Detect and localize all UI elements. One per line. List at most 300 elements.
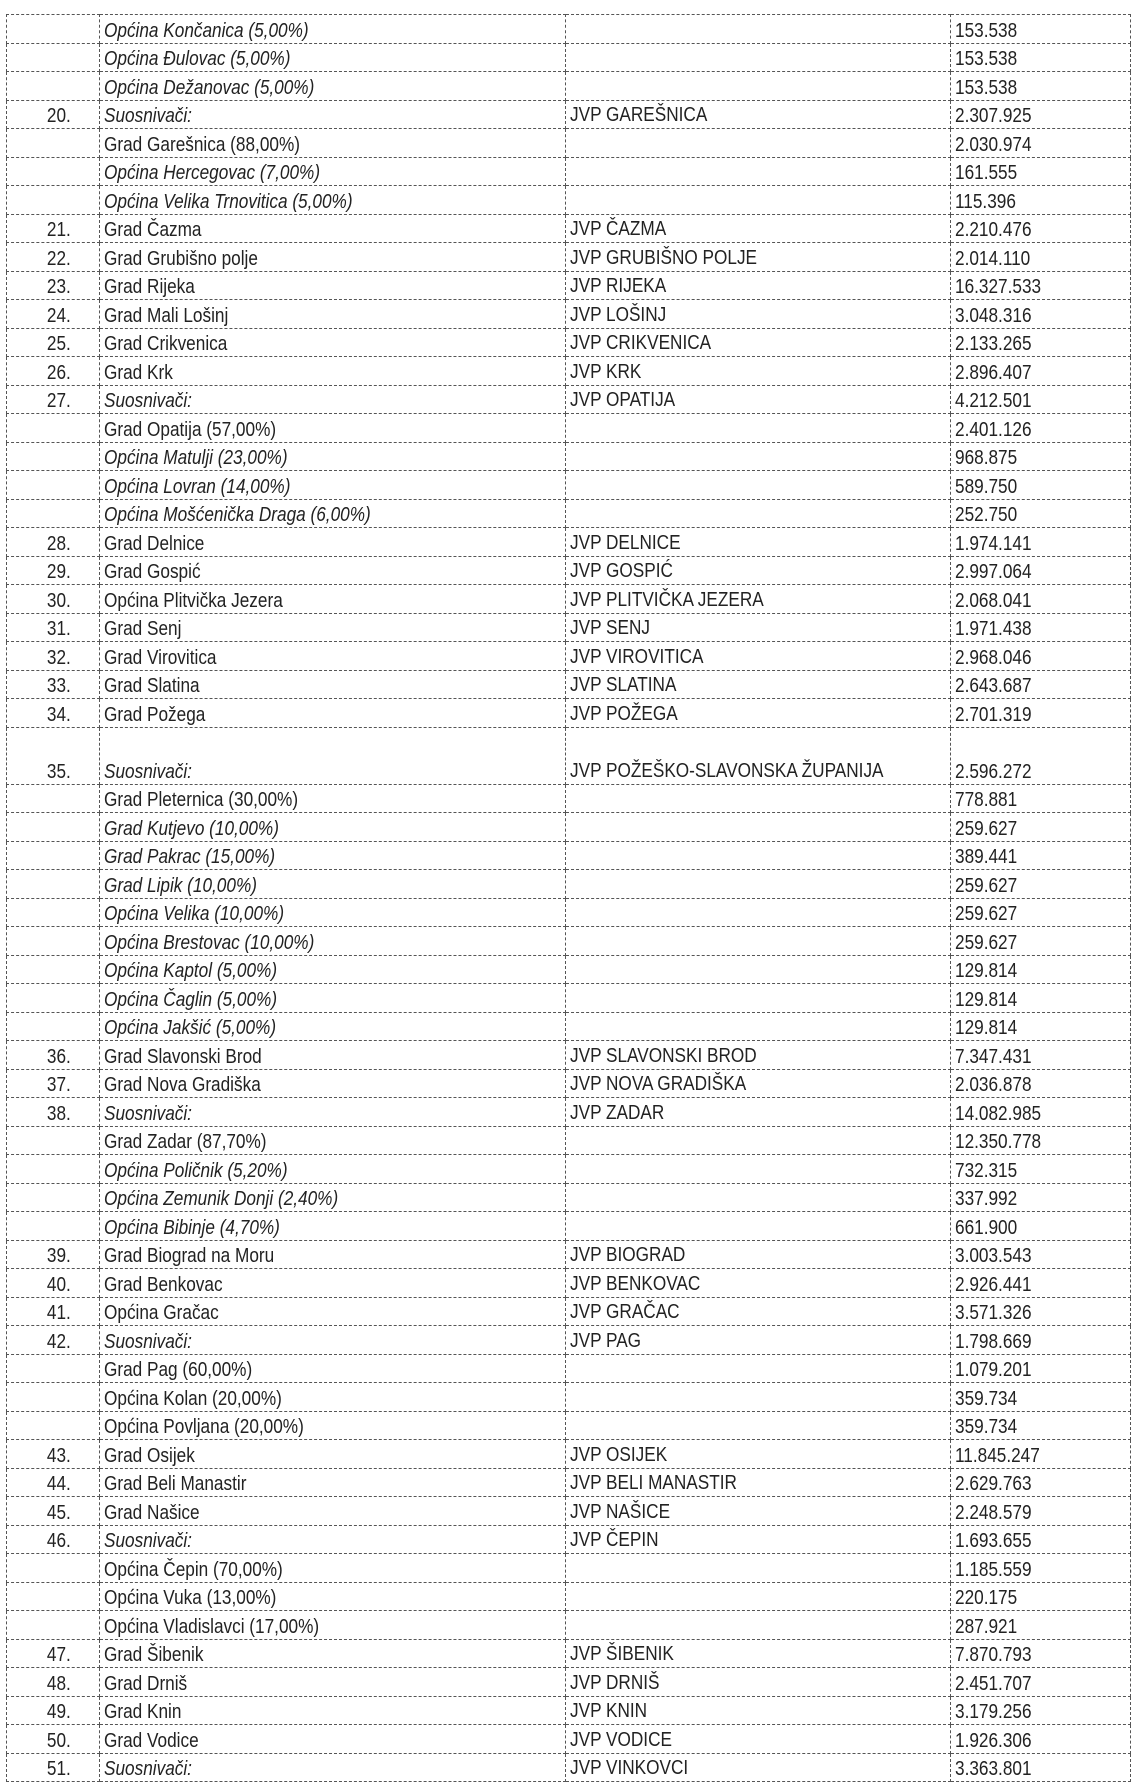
amount-cell: [951, 414, 1131, 443]
founder-name-cell: [100, 186, 566, 215]
fire-brigade-name-cell: [566, 1582, 951, 1611]
fire-brigade-name-cell: [566, 300, 951, 329]
founder-name-cell: [100, 1383, 566, 1412]
table-row: [7, 357, 1131, 386]
founder-name-cell: [100, 1354, 566, 1383]
amount: 153.538: [955, 19, 1018, 42]
table-row: [7, 585, 1131, 614]
founder-name-cell: [100, 870, 566, 899]
row-number: 51.: [47, 1758, 71, 1780]
table-row: [7, 1639, 1131, 1668]
founder-name: Suosnivači:: [104, 1102, 192, 1125]
founder-name-cell: [100, 1582, 566, 1611]
row-number-cell: [7, 15, 100, 44]
fire-brigade-name-cell: [566, 528, 951, 557]
row-number: 38.: [47, 1102, 71, 1125]
amount-cell: [951, 1497, 1131, 1526]
founder-name: Općina Povljana (20,00%): [104, 1416, 304, 1438]
amount-cell: [951, 1126, 1131, 1155]
amount: 161.555: [955, 162, 1018, 184]
founder-name-cell: [100, 72, 566, 101]
fire-brigade-name: JVP ZADAR: [570, 1101, 665, 1124]
fire-brigade-name-cell: [566, 1468, 951, 1497]
row-number: 25.: [47, 333, 71, 355]
amount: 661.900: [955, 1216, 1018, 1239]
founder-name: Grad Nova Gradiška: [104, 1074, 261, 1096]
fire-brigade-name: JVP DRNIŠ: [570, 1671, 660, 1694]
fire-brigade-name-cell: [566, 1497, 951, 1526]
founder-name: Grad Vodice: [104, 1729, 199, 1752]
founder-name-cell: [100, 1639, 566, 1668]
founder-name-cell: [100, 984, 566, 1013]
amount: 11.845.247: [955, 1444, 1040, 1467]
table-row: [7, 1582, 1131, 1611]
row-number-cell: [7, 556, 100, 585]
founder-name-cell: [100, 243, 566, 272]
table-row: [7, 1041, 1131, 1070]
row-number-cell: [7, 414, 100, 443]
amount: 2.629.763: [955, 1473, 1032, 1495]
row-number-cell: [7, 328, 100, 357]
founder-name: Općina Končanica (5,00%): [104, 19, 309, 42]
fire-brigade-name: JVP POŽEŠKO-SLAVONSKA ŽUPANIJA: [570, 759, 884, 782]
founder-name-cell: [100, 585, 566, 614]
founder-name: Grad Knin: [104, 1701, 182, 1723]
amount: 259.627: [955, 931, 1018, 954]
amount: 589.750: [955, 475, 1018, 498]
fire-brigade-name: JVP GOSPIĆ: [570, 560, 673, 582]
founder-name-cell: [100, 1012, 566, 1041]
amount: 259.627: [955, 903, 1018, 925]
amount: 4.212.501: [955, 390, 1032, 412]
amount: 2.701.319: [955, 703, 1032, 726]
founder-name-cell: [100, 556, 566, 585]
amount: 968.875: [955, 447, 1018, 469]
row-number: 39.: [47, 1245, 71, 1267]
row-number: 47.: [47, 1644, 71, 1666]
fire-brigade-name-cell: [566, 1183, 951, 1212]
row-number: 32.: [47, 646, 71, 669]
table-row: [7, 1155, 1131, 1184]
fire-brigade-name: JVP SLAVONSKI BROD: [570, 1044, 757, 1067]
founder-name: Suosnivači:: [104, 760, 192, 783]
amount-cell: [951, 243, 1131, 272]
amount-cell: [951, 328, 1131, 357]
amount: 2.210.476: [955, 219, 1032, 241]
table-row: [7, 1098, 1131, 1127]
fire-brigade-name: JVP BIOGRAD: [570, 1244, 686, 1266]
amount: 2.036.878: [955, 1074, 1032, 1096]
founder-name-cell: [100, 1183, 566, 1212]
amount: 287.921: [955, 1615, 1018, 1638]
row-number-cell: [7, 1098, 100, 1127]
row-number: 31.: [47, 618, 71, 640]
founder-name-cell: [100, 955, 566, 984]
row-number-cell: [7, 642, 100, 671]
row-number-cell: [7, 1326, 100, 1355]
table-row: [7, 186, 1131, 215]
founder-name: Grad Drniš: [104, 1672, 188, 1695]
row-number-cell: [7, 955, 100, 984]
founders-table: [6, 14, 1131, 1782]
founder-name-cell: [100, 499, 566, 528]
fire-brigade-name-cell: [566, 471, 951, 500]
fire-brigade-name-cell: [566, 442, 951, 471]
fire-brigade-name-cell: [566, 1383, 951, 1412]
row-number-cell: [7, 841, 100, 870]
founder-name: Općina Mošćenička Draga (6,00%): [104, 504, 371, 526]
founder-name: Grad Zadar (87,70%): [104, 1131, 267, 1153]
table-row: [7, 1554, 1131, 1583]
founder-name: Grad Požega: [104, 703, 206, 726]
fire-brigade-name-cell: [566, 357, 951, 386]
founder-name: Općina Jakšić (5,00%): [104, 1017, 277, 1039]
amount: 3.048.316: [955, 304, 1032, 327]
founder-name-cell: [100, 1126, 566, 1155]
founder-name-cell: [100, 328, 566, 357]
table-row: [7, 385, 1131, 414]
amount-cell: [951, 100, 1131, 129]
amount-cell: [951, 186, 1131, 215]
table-row: [7, 157, 1131, 186]
row-number-cell: [7, 72, 100, 101]
founder-name: Grad Šibenik: [104, 1644, 204, 1666]
amount-cell: [951, 1069, 1131, 1098]
fire-brigade-name-cell: [566, 1611, 951, 1640]
founder-name: Grad Osijek: [104, 1444, 195, 1467]
row-number: 46.: [47, 1530, 71, 1552]
fire-brigade-name-cell: [566, 43, 951, 72]
amount: 129.814: [955, 960, 1018, 982]
amount: 1.971.438: [955, 618, 1032, 640]
amount-cell: [951, 1354, 1131, 1383]
fire-brigade-name: JVP ČAZMA: [570, 218, 667, 240]
table-row: [7, 784, 1131, 813]
table-row: [7, 898, 1131, 927]
founder-name: Općina Poličnik (5,20%): [104, 1159, 288, 1182]
founder-name: Općina Brestovac (10,00%): [104, 931, 315, 954]
fire-brigade-name-cell: [566, 1240, 951, 1269]
fire-brigade-name-cell: [566, 813, 951, 842]
row-number: 48.: [47, 1672, 71, 1695]
fire-brigade-name-cell: [566, 15, 951, 44]
founder-name-cell: [100, 1155, 566, 1184]
table-row: [7, 1012, 1131, 1041]
table-row: [7, 1468, 1131, 1497]
row-number-cell: [7, 1012, 100, 1041]
row-number-cell: [7, 1497, 100, 1526]
founder-name-cell: [100, 613, 566, 642]
founder-name: Suosnivači:: [104, 390, 192, 412]
amount-cell: [951, 699, 1131, 728]
row-number-cell: [7, 1155, 100, 1184]
amount-cell: [951, 43, 1131, 72]
founder-name: Grad Opatija (57,00%): [104, 418, 277, 441]
table-row: [7, 813, 1131, 842]
table-row: [7, 15, 1131, 44]
row-number-cell: [7, 442, 100, 471]
amount: 2.926.441: [955, 1273, 1032, 1296]
fire-brigade-name-cell: [566, 1525, 951, 1554]
row-number: 30.: [47, 589, 71, 612]
fire-brigade-name-cell: [566, 1269, 951, 1298]
fire-brigade-name-cell: [566, 1354, 951, 1383]
fire-brigade-name: JVP BELI MANASTIR: [570, 1472, 737, 1494]
founder-name-cell: [100, 1041, 566, 1070]
amount: 129.814: [955, 988, 1018, 1011]
founder-name-cell: [100, 1696, 566, 1725]
amount-cell: [951, 556, 1131, 585]
row-number-cell: [7, 585, 100, 614]
fire-brigade-name: JVP ŠIBENIK: [570, 1643, 674, 1665]
fire-brigade-name-cell: [566, 100, 951, 129]
row-number-cell: [7, 699, 100, 728]
row-number-cell: [7, 898, 100, 927]
table-row: [7, 1497, 1131, 1526]
fire-brigade-name: JVP ČEPIN: [570, 1529, 659, 1551]
fire-brigade-name: JVP SENJ: [570, 617, 650, 639]
fire-brigade-name-cell: [566, 556, 951, 585]
founder-name: Općina Dežanovac (5,00%): [104, 76, 315, 99]
row-number: 26.: [47, 361, 71, 384]
fire-brigade-name-cell: [566, 72, 951, 101]
fire-brigade-name: JVP BENKOVAC: [570, 1272, 701, 1295]
founder-name: Općina Kaptol (5,00%): [104, 960, 278, 982]
fire-brigade-name-cell: [566, 955, 951, 984]
founder-name: Grad Garešnica (88,00%): [104, 133, 300, 156]
row-number-cell: [7, 1269, 100, 1298]
founder-name: Suosnivači:: [104, 105, 192, 127]
row-number-cell: [7, 727, 100, 784]
row-number-cell: [7, 670, 100, 699]
table-row: [7, 214, 1131, 243]
founder-name: Općina Velika (10,00%): [104, 903, 285, 925]
row-number: 29.: [47, 561, 71, 583]
amount: 2.248.579: [955, 1501, 1032, 1524]
amount-cell: [951, 1440, 1131, 1469]
founder-name-cell: [100, 784, 566, 813]
table-row: [7, 1668, 1131, 1697]
fire-brigade-name-cell: [566, 1696, 951, 1725]
row-number: 50.: [47, 1729, 71, 1752]
table-row: [7, 1611, 1131, 1640]
fire-brigade-name: JVP VIROVITICA: [570, 645, 704, 668]
fire-brigade-name-cell: [566, 613, 951, 642]
founder-name-cell: [100, 813, 566, 842]
founder-name-cell: [100, 528, 566, 557]
founder-name-cell: [100, 670, 566, 699]
table-row: [7, 43, 1131, 72]
fire-brigade-name-cell: [566, 1012, 951, 1041]
row-number: 23.: [47, 276, 71, 298]
table-row: [7, 1440, 1131, 1469]
founder-name: Grad Pleternica (30,00%): [104, 789, 299, 811]
amount: 1.185.559: [955, 1558, 1032, 1581]
table-row: [7, 1297, 1131, 1326]
amount-cell: [951, 1468, 1131, 1497]
founder-name-cell: [100, 1468, 566, 1497]
row-number-cell: [7, 1554, 100, 1583]
row-number-cell: [7, 927, 100, 956]
fire-brigade-name-cell: [566, 927, 951, 956]
founder-name-cell: [100, 129, 566, 158]
fire-brigade-name-cell: [566, 984, 951, 1013]
founder-name: Grad Crikvenica: [104, 333, 228, 355]
amount: 2.068.041: [955, 589, 1032, 612]
amount-cell: [951, 1012, 1131, 1041]
founder-name: Grad Kutjevo (10,00%): [104, 817, 279, 840]
founder-name-cell: [100, 442, 566, 471]
row-number-cell: [7, 1753, 100, 1782]
amount: 12.350.778: [955, 1131, 1042, 1153]
amount-cell: [951, 471, 1131, 500]
row-number-cell: [7, 1525, 100, 1554]
row-number-cell: [7, 243, 100, 272]
founder-name: Općina Vladislavci (17,00%): [104, 1615, 320, 1638]
table-row: [7, 1326, 1131, 1355]
fire-brigade-name: JVP SLATINA: [570, 674, 677, 696]
founder-name: Suosnivači:: [104, 1758, 192, 1780]
founder-name-cell: [100, 1297, 566, 1326]
row-number-cell: [7, 1696, 100, 1725]
row-number-cell: [7, 1725, 100, 1754]
amount: 2.401.126: [955, 418, 1032, 441]
amount: 1.079.201: [955, 1359, 1032, 1381]
amount-cell: [951, 1041, 1131, 1070]
row-number: 21.: [47, 219, 71, 241]
fire-brigade-name: JVP NAŠICE: [570, 1500, 671, 1523]
amount-cell: [951, 271, 1131, 300]
founder-name: Općina Đulovac (5,00%): [104, 48, 291, 70]
row-number-cell: [7, 214, 100, 243]
amount: 2.014.110: [955, 247, 1031, 270]
fire-brigade-name-cell: [566, 898, 951, 927]
row-number: 33.: [47, 675, 71, 697]
founder-name-cell: [100, 642, 566, 671]
row-number-cell: [7, 870, 100, 899]
founder-name: Grad Slatina: [104, 675, 200, 697]
amount: 7.870.793: [955, 1644, 1032, 1666]
amount-cell: [951, 727, 1131, 784]
founder-name-cell: [100, 214, 566, 243]
amount: 2.596.272: [955, 760, 1032, 783]
fire-brigade-name-cell: [566, 1753, 951, 1782]
fire-brigade-name-cell: [566, 841, 951, 870]
founder-name: Grad Virovitica: [104, 646, 217, 669]
fire-brigade-name: JVP PLITVIČKA JEZERA: [570, 588, 764, 611]
amount-cell: [951, 642, 1131, 671]
table-row: [7, 1126, 1131, 1155]
amount: 252.750: [955, 504, 1018, 526]
founder-name: Grad Krk: [104, 361, 173, 384]
fire-brigade-name-cell: [566, 328, 951, 357]
table-row: [7, 471, 1131, 500]
amount: 16.327.533: [955, 276, 1042, 298]
amount-cell: [951, 898, 1131, 927]
fire-brigade-name: JVP KNIN: [570, 1700, 648, 1722]
founder-name-cell: [100, 1440, 566, 1469]
fire-brigade-name-cell: [566, 1554, 951, 1583]
table-row: [7, 1354, 1131, 1383]
row-number-cell: [7, 499, 100, 528]
row-number: 40.: [47, 1273, 71, 1296]
amount-cell: [951, 1696, 1131, 1725]
founder-name: Općina Vuka (13,00%): [104, 1587, 277, 1609]
amount-cell: [951, 670, 1131, 699]
table-row: [7, 72, 1131, 101]
amount-cell: [951, 813, 1131, 842]
table-row: [7, 1183, 1131, 1212]
amount-cell: [951, 1525, 1131, 1554]
founder-name: Općina Kolan (20,00%): [104, 1387, 282, 1410]
amount-cell: [951, 984, 1131, 1013]
row-number-cell: [7, 1183, 100, 1212]
amount: 1.974.141: [955, 532, 1032, 555]
row-number: 41.: [47, 1302, 71, 1324]
row-number: 44.: [47, 1473, 71, 1495]
fire-brigade-name: JVP LOŠINJ: [570, 303, 667, 326]
amount-cell: [951, 1753, 1131, 1782]
founder-name-cell: [100, 1240, 566, 1269]
row-number-cell: [7, 784, 100, 813]
amount: 7.347.431: [955, 1045, 1032, 1068]
amount-cell: [951, 442, 1131, 471]
amount-cell: [951, 1582, 1131, 1611]
row-number-cell: [7, 1383, 100, 1412]
founder-name: Grad Delnice: [104, 532, 205, 555]
fire-brigade-name: JVP DELNICE: [570, 531, 681, 554]
fire-brigade-name: JVP GRUBIŠNO POLJE: [570, 246, 758, 269]
fire-brigade-name-cell: [566, 157, 951, 186]
founder-name-cell: [100, 300, 566, 329]
row-number-cell: [7, 1212, 100, 1241]
founder-name: Općina Velika Trnovitica (5,00%): [104, 190, 353, 213]
founder-name-cell: [100, 357, 566, 386]
amount: 220.175: [955, 1587, 1018, 1609]
table-row: [7, 1725, 1131, 1754]
founder-name-cell: [100, 414, 566, 443]
table-row: [7, 1240, 1131, 1269]
fire-brigade-name-cell: [566, 414, 951, 443]
table-row: [7, 727, 1131, 784]
founder-name-cell: [100, 1269, 566, 1298]
fire-brigade-name-cell: [566, 1212, 951, 1241]
amount-cell: [951, 613, 1131, 642]
row-number-cell: [7, 1069, 100, 1098]
fire-brigade-name: JVP CRIKVENICA: [570, 332, 712, 354]
founder-name: Suosnivači:: [104, 1330, 192, 1353]
table-row: [7, 984, 1131, 1013]
founder-name-cell: [100, 1554, 566, 1583]
row-number-cell: [7, 186, 100, 215]
fire-brigade-name-cell: [566, 1098, 951, 1127]
row-number-cell: [7, 813, 100, 842]
fire-brigade-name-cell: [566, 129, 951, 158]
table-row: [7, 129, 1131, 158]
table-row: [7, 499, 1131, 528]
amount: 2.133.265: [955, 333, 1032, 355]
amount: 389.441: [955, 846, 1018, 868]
amount-cell: [951, 841, 1131, 870]
table-row: [7, 670, 1131, 699]
founder-name: Općina Čepin (70,00%): [104, 1558, 283, 1581]
fire-brigade-name-cell: [566, 1041, 951, 1070]
fire-brigade-name-cell: [566, 1440, 951, 1469]
amount: 115.396: [955, 190, 1016, 213]
row-number-cell: [7, 1126, 100, 1155]
amount-cell: [951, 784, 1131, 813]
fire-brigade-name-cell: [566, 1326, 951, 1355]
